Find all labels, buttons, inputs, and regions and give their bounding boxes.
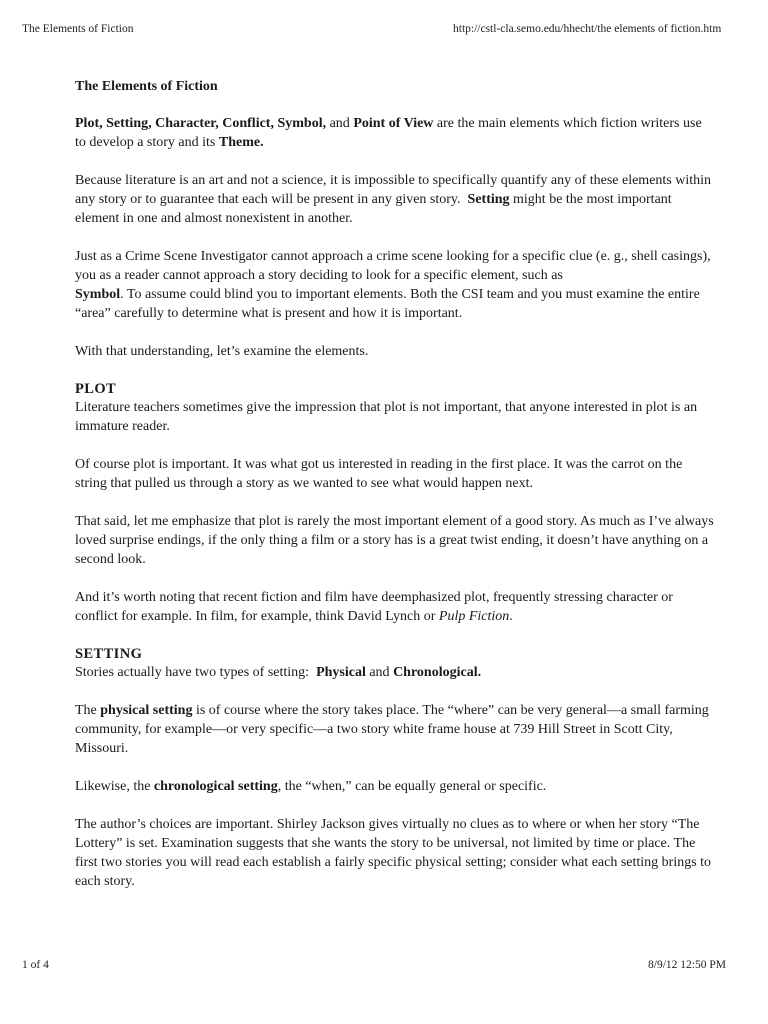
plot-paragraph-4-text: And it’s worth noting that recent fiction and film have deemphasized plot, frequently stressing character or conflict for example. In film, for example, think David Lynch or (75, 590, 673, 624)
footer-timestamp: 8/9/12 12:50 PM (648, 959, 726, 971)
term-symbol: Symbol, (277, 116, 327, 131)
csi-symbol-term: Symbol (75, 287, 121, 302)
term-character: Character, (155, 116, 219, 131)
header-page-title: The Elements of Fiction (22, 23, 134, 35)
quantify-paragraph (75, 171, 715, 228)
setting-paragraph-3-end: , the “when,” can be equally general or specific. (277, 779, 547, 794)
plot-paragraph-1: Literature teachers sometimes give the impression that plot is not important, that anyone interested in plot is an immature reader. (75, 400, 698, 434)
setting-paragraph-4: The author’s choices are important. Shirley Jackson gives virtually no clues as to where or when her story “The Lottery” is set. Examination suggests that she wants the story to be universal, not limited by time or place. The first two stories you will read each establish a fairly specific physical setting; consider what each setting brings to each story. (75, 817, 712, 889)
document-title: The Elements of Fiction (75, 79, 218, 94)
setting-paragraph-3-text: Likewise, the (75, 779, 151, 794)
film-title-pulp-fiction: Pulp Fiction (438, 609, 510, 624)
plot-heading: PLOT (75, 381, 117, 397)
csi-text: Just as a Crime Scene Investigator cannot approach a crime scene looking for a specific clue (e. g., shell casings), you as a reader cannot approach a story deciding to look for a specific element, such as (75, 249, 711, 283)
print-footer (0, 955, 768, 975)
setting-paragraph-1 (75, 663, 715, 682)
print-header (0, 19, 768, 39)
plot-paragraph-3: That said, let me emphasize that plot is rarely the most important element of a good story. As much as I’ve always loved surprise endings, if the only thing a film or a story has is a great twist ending, it doesn’t have anything on a second look. (75, 514, 714, 567)
setting-paragraph-1-and: and (369, 665, 390, 680)
understanding-paragraph: With that understanding, let’s examine the elements. (75, 344, 369, 359)
term-setting: Setting, (106, 116, 152, 131)
term-conflict: Conflict, (222, 116, 274, 131)
intro-and: and (329, 116, 350, 131)
footer-page-count: 1 of 4 (22, 959, 49, 971)
quantify-text-end: might be the most important element in one and almost nonexistent in another. (75, 192, 672, 226)
term-chronological-setting: chronological setting (153, 779, 278, 794)
setting-paragraph-1-text: Stories actually have two types of setting: (75, 665, 310, 680)
term-physical-setting: physical setting (100, 703, 193, 718)
plot-paragraph-4-end: . (509, 609, 513, 624)
document-body (75, 77, 715, 910)
plot-paragraph-4 (75, 588, 715, 626)
setting-paragraph-2-end: is of course where the story takes place. The “where” can be very general—a small farming community, for example—or very specific—a two story white frame house at 739 Hill Street in Scott City, Missouri. (75, 703, 709, 756)
intro-text: are the main elements which fiction writers use to develop a story and its (75, 116, 702, 150)
term-chronological: Chronological. (393, 665, 482, 680)
csi-text-end: . To assume could blind you to important elements. Both the CSI team and you must examine the entire “area” carefully to determine what is present and how it is important. (75, 287, 700, 321)
term-point-of-view: Point of View (353, 116, 434, 131)
term-physical: Physical (316, 665, 366, 680)
csi-paragraph (75, 247, 715, 323)
setting-paragraph-2-text: The (75, 703, 97, 718)
quantify-text: Because literature is an art and not a science, it is impossible to specifically quantify any of these elements within any story or to guarantee that each will be present in any given story. (75, 173, 712, 207)
term-theme: Theme. (218, 135, 264, 150)
header-url: http://cstl-cla.semo.edu/hhecht/the elements of fiction.htm (453, 23, 722, 35)
term-plot: Plot, (75, 116, 103, 131)
intro-paragraph (75, 114, 715, 152)
setting-paragraph-3 (75, 777, 715, 796)
setting-paragraph-2 (75, 701, 715, 758)
quantify-setting-term: Setting (467, 192, 510, 207)
plot-paragraph-2: Of course plot is important. It was what got us interested in reading in the first place. It was the carrot on the string that pulled us through a story as we wanted to see what would happen next. (75, 457, 683, 491)
setting-heading: SETTING (75, 646, 143, 662)
